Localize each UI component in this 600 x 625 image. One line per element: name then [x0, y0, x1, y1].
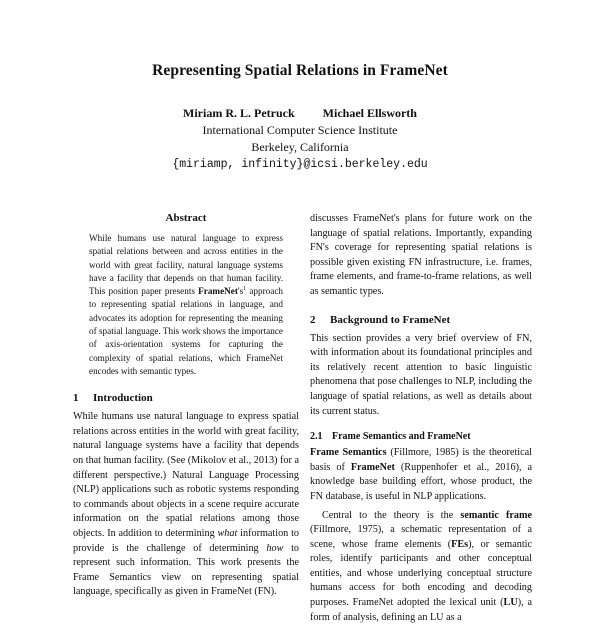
author-2: Michael Ellsworth: [323, 106, 417, 120]
author-email: {miriamp, infinity}@icsi.berkeley.edu: [0, 156, 600, 173]
location: Berkeley, California: [0, 139, 600, 156]
left-column: [73, 212, 299, 600]
section-2-heading: 2 Background to FrameNet: [310, 314, 532, 326]
author-1: Miriam R. L. Petruck: [183, 106, 295, 120]
abstract-heading: Abstract: [73, 212, 299, 224]
affiliation: International Computer Science Institute: [0, 122, 600, 139]
section-1-heading: 1 Introduction: [73, 392, 299, 404]
section-2-1-paragraph-1: Frame Semantics (Fillmore, 1985) is the theoretical basis of FrameNet (Ruppenhofer et al., 2016), a knowledge base building effort, whose product, the FN database, is useful in NLP applications.: [310, 446, 532, 504]
author-block: [0, 105, 600, 173]
right-intro-paragraph: discusses FrameNet's plans for future work on the language of spatial relations. Importantly, expanding FN's coverage for representing spatial relations is possible given existing FN infrastructure, i.e. frames, frame elements, and frame-to-frame relations, as well as semantic types.: [310, 212, 532, 300]
section-2-1-paragraph-2: Central to the theory is the semantic frame (Fillmore, 1975), a schematic representation of a scene, whose frame elements (FEs), or semantic roles, identify participants and other conceptual entities, and whose underlying conceptual structure humans access for both encoding and decoding purposes. FrameNet adopted the lexical unit (LU), a form of analysis, defining an LU as a: [310, 509, 532, 625]
framenet-term: FrameNet: [198, 286, 238, 296]
abstract-text: While humans use natural language to express spatial relations between and across entities in the world with great facility, natural language systems have a facility that depends on that human facility. This position paper presents $FrameNet's^1$ approach to representing spatial relations in language, and advocates its adoption for representing the meaning of spatial language. This work shows the importance of axis-orientation systems for capturing the complexity of spatial relations, which FrameNet encodes with semantic types.: [89, 232, 283, 378]
right-column: [310, 212, 532, 625]
section-2-paragraph: This section provides a very brief overview of FN, with information about its foundational principles and its relatively recent attention to basic linguistic phenomena that pose challenges to NLP, including the language of spatial relations, as well as details about its current status.: [310, 332, 532, 420]
footnote-marker: 1: [243, 286, 246, 292]
paper-title: Representing Spatial Relations in FrameNet: [0, 62, 600, 80]
section-2-1-heading: 2.1 Frame Semantics and FrameNet: [310, 431, 532, 442]
author-names: [0, 105, 600, 122]
section-1-paragraph: While humans use natural language to express spatial relations across entities in the world with great facility, natural language systems have a facility that depends on that human facility. (See (Mikolov et al., 2013) for a different perspective.) Natural Language Processing (NLP) applications such as robotic systems responding to commands about objects in a scene require accurate information on the spatial relations among those objects. In addition to determining what information to provide is the challenge of determining how to represent such information. This work presents the Frame Semantics view on representing spatial language, specifically as given in FrameNet (FN).: [73, 410, 299, 600]
